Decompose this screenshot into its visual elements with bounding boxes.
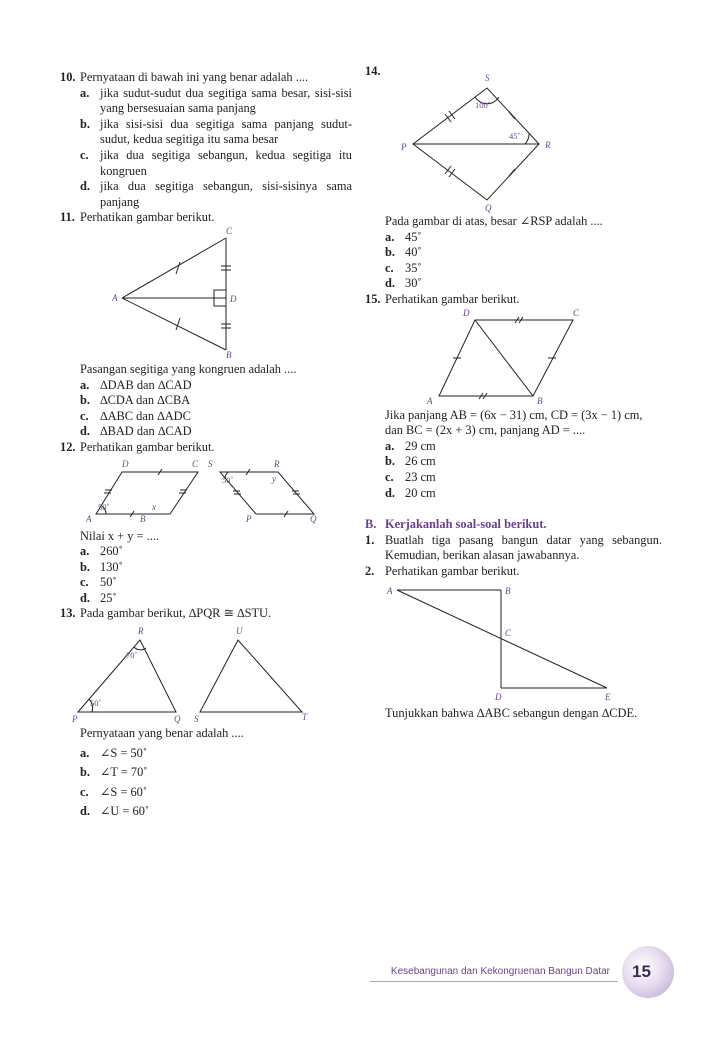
option-b[interactable] bbox=[385, 245, 662, 261]
option-c[interactable] bbox=[80, 409, 352, 425]
vertex-label-e: E bbox=[605, 691, 611, 702]
question-number: 1. bbox=[365, 532, 375, 547]
option-a[interactable] bbox=[80, 746, 352, 762]
option-text: ∠T = 70˚ bbox=[100, 765, 148, 780]
left-column bbox=[60, 70, 352, 820]
essay-2 bbox=[365, 564, 662, 721]
question-11 bbox=[60, 210, 352, 440]
option-text: 25˚ bbox=[100, 590, 117, 605]
option-label: b. bbox=[80, 116, 90, 131]
option-label: a. bbox=[385, 438, 395, 453]
vertex-label-q: Q bbox=[174, 714, 181, 725]
question-prompt: Tunjukkan bahwa ∆ABC sebangun dengan ∆CDE. bbox=[385, 705, 638, 720]
question-stem: Perhatikan gambar berikut. bbox=[385, 291, 520, 306]
question-10 bbox=[60, 70, 352, 210]
question-prompt: Jika panjang AB = (6x − 31) cm, CD = (3x − 1) cm, dan BC = (2x + 3) cm, panjang AD = .... bbox=[385, 407, 643, 438]
page-footer bbox=[0, 948, 728, 998]
vertex-label-c: C bbox=[573, 307, 580, 318]
vertex-label-t: T bbox=[302, 712, 308, 723]
option-d[interactable] bbox=[385, 276, 662, 292]
chapter-title: Kesebangunan dan Kekongruenan Bangun Datar bbox=[390, 966, 610, 977]
question-prompt: Pada gambar di atas, besar ∠RSP adalah .... bbox=[385, 214, 603, 228]
option-d[interactable] bbox=[80, 591, 352, 607]
question-stem: Pernyataan di bawah ini yang benar adalah .... bbox=[80, 70, 309, 84]
option-a[interactable] bbox=[80, 544, 352, 560]
option-a[interactable] bbox=[80, 86, 352, 117]
option-label: c. bbox=[385, 260, 394, 275]
option-label: a. bbox=[80, 745, 90, 760]
option-text: 130˚ bbox=[100, 559, 123, 574]
option-text: 30˚ bbox=[405, 276, 422, 291]
question-14 bbox=[365, 64, 662, 292]
angle-label-s: 100˚ bbox=[475, 100, 491, 110]
option-c[interactable] bbox=[385, 470, 662, 486]
question-number: 11. bbox=[60, 210, 75, 225]
option-c[interactable] bbox=[80, 148, 352, 179]
question-number: 10. bbox=[60, 70, 76, 84]
vertex-label-b: B bbox=[140, 513, 146, 524]
question-text: Buatlah tiga pasang bangun datar yang sebangun. Kemudian, berikan alasan jawabannya. bbox=[385, 532, 662, 563]
option-a[interactable] bbox=[80, 378, 352, 394]
option-text: 29 cm bbox=[405, 438, 436, 453]
question-prompt: Pernyataan yang benar adalah .... bbox=[80, 726, 244, 741]
vertex-label-a: A bbox=[112, 292, 118, 303]
option-label: b. bbox=[385, 245, 395, 260]
angle-label-x: x bbox=[152, 501, 156, 512]
option-label: d. bbox=[385, 276, 395, 291]
option-b[interactable] bbox=[385, 454, 662, 470]
figure-abc-cde bbox=[365, 580, 662, 702]
option-label: a. bbox=[80, 544, 90, 559]
figure-kite-abcd bbox=[60, 225, 352, 360]
vertex-label-p: P bbox=[246, 513, 252, 524]
option-text: ∆DAB dan ∆CAD bbox=[100, 377, 192, 392]
angle-label-a: 50˚ bbox=[98, 501, 110, 512]
option-d[interactable] bbox=[385, 486, 662, 502]
vertex-label-a: A bbox=[86, 513, 92, 524]
option-text: ∆ABC dan ∆ADC bbox=[100, 408, 191, 423]
vertex-label-u: U bbox=[236, 626, 243, 637]
option-label: d. bbox=[80, 179, 90, 194]
option-label: a. bbox=[80, 377, 90, 392]
option-label: b. bbox=[80, 393, 90, 408]
vertex-label-b: B bbox=[226, 349, 232, 360]
angle-label-r: 45˚ bbox=[509, 131, 521, 141]
question-13 bbox=[60, 606, 352, 820]
vertex-label-d: D bbox=[122, 458, 129, 469]
figure-triangles-pqr-stu bbox=[60, 622, 352, 726]
option-label: a. bbox=[385, 229, 395, 244]
option-b[interactable] bbox=[80, 765, 352, 781]
option-a[interactable] bbox=[385, 439, 662, 455]
option-text: ∆CDA dan ∆CBA bbox=[100, 393, 191, 408]
question-12 bbox=[60, 440, 352, 607]
option-text: 40˚ bbox=[405, 245, 422, 260]
question-stem: Pada gambar berikut, ∆PQR ≅ ∆STU. bbox=[80, 606, 272, 621]
vertex-label-s: S bbox=[485, 73, 490, 83]
vertex-label-c: C bbox=[226, 225, 233, 236]
option-text: 45˚ bbox=[405, 229, 422, 244]
option-text: 260˚ bbox=[100, 544, 123, 559]
option-text: 26 cm bbox=[405, 454, 436, 469]
page-number: 15 bbox=[632, 962, 651, 981]
option-text: jika sudut-sudut dua segitiga sama besar, sisi-sisi yang bersesuaian sama panjang bbox=[100, 85, 352, 116]
footer-divider bbox=[370, 981, 618, 982]
question-number: 15. bbox=[365, 291, 381, 306]
angle-label-r: 70˚ bbox=[126, 650, 138, 661]
question-number: 13. bbox=[60, 606, 76, 621]
option-text: jika dua segitiga sebangun, sisi-sisinya sama panjang bbox=[100, 179, 352, 209]
figure-parallelogram-abcd bbox=[365, 308, 662, 408]
option-label: c. bbox=[80, 408, 89, 423]
section-title: Kerjakanlah soal-soal berikut. bbox=[385, 517, 547, 532]
section-b-heading bbox=[365, 517, 662, 533]
vertex-label-p: P bbox=[72, 714, 78, 725]
vertex-label-b: B bbox=[505, 585, 511, 596]
vertex-label-a: A bbox=[427, 395, 433, 406]
option-label: d. bbox=[385, 485, 395, 500]
right-column bbox=[365, 64, 662, 721]
vertex-label-b: B bbox=[537, 395, 543, 406]
vertex-label-d: D bbox=[463, 307, 470, 318]
option-c[interactable] bbox=[80, 575, 352, 591]
figure-kite-psrq bbox=[365, 64, 662, 214]
option-text: ∆BAD dan ∆CAD bbox=[100, 424, 192, 439]
option-c[interactable] bbox=[80, 785, 352, 801]
question-stem: Perhatikan gambar berikut. bbox=[80, 210, 215, 225]
question-text: Perhatikan gambar berikut. bbox=[385, 563, 520, 578]
option-d[interactable] bbox=[80, 804, 352, 820]
vertex-label-r: R bbox=[545, 140, 551, 150]
section-label: B. bbox=[365, 517, 377, 532]
question-number: 14. bbox=[365, 64, 381, 78]
vertex-label-q: Q bbox=[485, 203, 492, 213]
option-text: jika dua segitiga sebangun, kedua segitiga itu kongruen bbox=[100, 147, 352, 178]
option-d[interactable] bbox=[80, 179, 352, 210]
option-label: c. bbox=[80, 784, 89, 799]
option-text: 35˚ bbox=[405, 260, 422, 275]
angle-label-s: 50˚ bbox=[222, 474, 234, 485]
question-number: 12. bbox=[60, 439, 76, 454]
option-b[interactable] bbox=[80, 117, 352, 148]
option-label: d. bbox=[80, 590, 90, 605]
vertex-label-r: R bbox=[138, 626, 144, 637]
option-b[interactable] bbox=[80, 560, 352, 576]
option-text: ∠S = 60˚ bbox=[100, 784, 147, 799]
option-b[interactable] bbox=[80, 393, 352, 409]
option-label: b. bbox=[385, 454, 395, 469]
option-text: jika sisi-sisi dua segitiga sama panjang sudut-sudut, kedua segitiga itu sama besar bbox=[100, 116, 352, 147]
essay-1 bbox=[365, 533, 662, 564]
vertex-label-r: R bbox=[274, 458, 280, 469]
option-text: 23 cm bbox=[405, 469, 436, 484]
question-number: 2. bbox=[365, 563, 375, 578]
vertex-label-q: Q bbox=[310, 513, 317, 524]
option-text: 20 cm bbox=[405, 485, 436, 500]
angle-label-p: 50˚ bbox=[90, 698, 102, 709]
option-c[interactable] bbox=[385, 261, 662, 277]
vertex-label-s: S bbox=[208, 458, 213, 469]
question-prompt: Nilai x + y = .... bbox=[80, 528, 160, 543]
vertex-label-d: D bbox=[230, 293, 237, 304]
option-label: d. bbox=[80, 424, 90, 439]
question-15 bbox=[365, 292, 662, 501]
option-label: c. bbox=[385, 469, 394, 484]
option-a[interactable] bbox=[385, 230, 662, 246]
option-label: c. bbox=[80, 147, 89, 162]
option-label: a. bbox=[80, 85, 90, 100]
option-label: d. bbox=[80, 804, 90, 819]
option-text: 50˚ bbox=[100, 575, 117, 590]
figure-parallelograms bbox=[60, 456, 352, 524]
vertex-label-s: S bbox=[194, 714, 199, 725]
vertex-label-a: A bbox=[387, 585, 393, 596]
question-prompt: Pasangan segitiga yang kongruen adalah .... bbox=[80, 361, 297, 376]
option-label: c. bbox=[80, 575, 89, 590]
question-stem: Perhatikan gambar berikut. bbox=[80, 439, 215, 454]
option-label: b. bbox=[80, 765, 90, 780]
option-text: ∠U = 60˚ bbox=[100, 804, 150, 819]
option-label: b. bbox=[80, 559, 90, 574]
vertex-label-c: C bbox=[505, 627, 512, 638]
vertex-label-d: D bbox=[495, 691, 502, 702]
option-d[interactable] bbox=[80, 424, 352, 440]
option-text: ∠S = 50˚ bbox=[100, 745, 147, 760]
vertex-label-p: P bbox=[401, 142, 407, 152]
angle-label-y: y bbox=[272, 473, 276, 484]
vertex-label-c: C bbox=[192, 458, 199, 469]
